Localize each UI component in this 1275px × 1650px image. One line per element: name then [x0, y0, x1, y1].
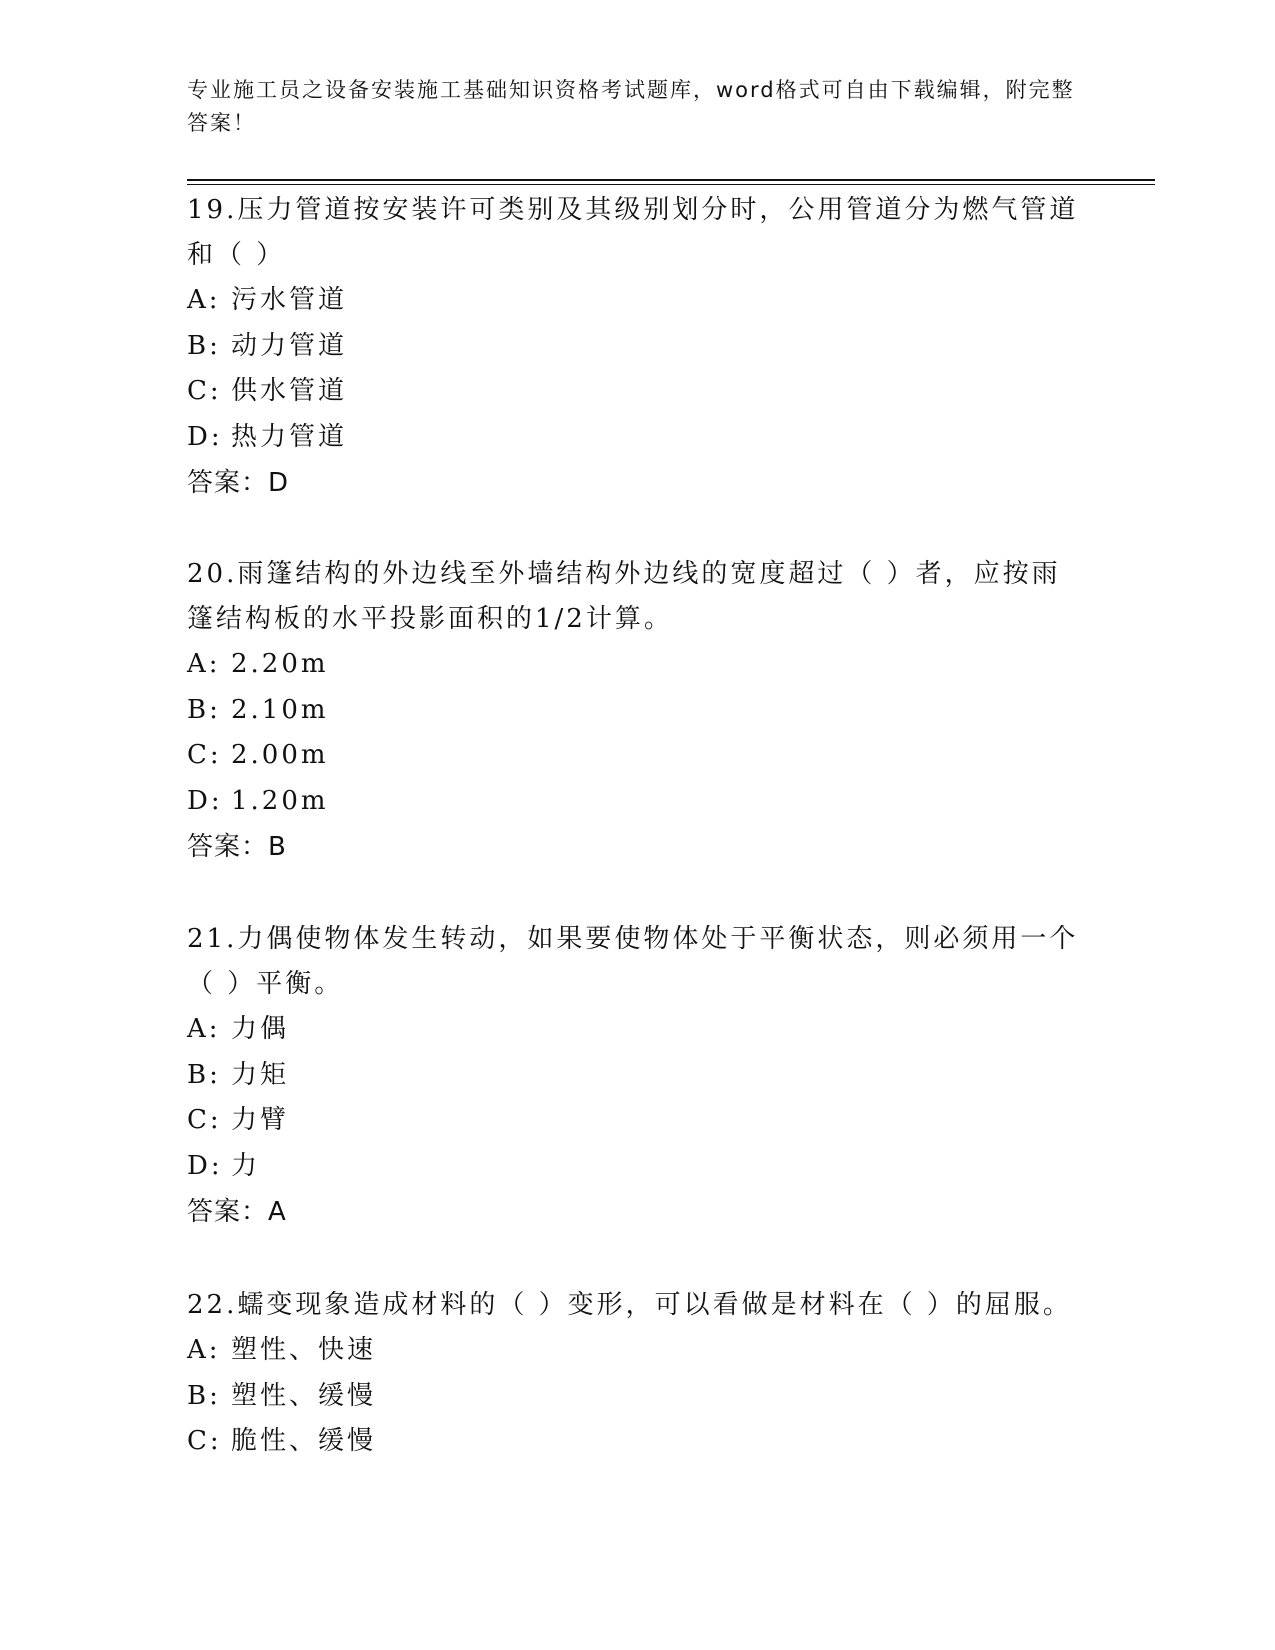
question-text: 21.力偶使物体发生转动，如果要使物体处于平衡状态，则必须用一个（ ）平衡。	[187, 924, 1079, 999]
option-label: B:	[187, 330, 221, 361]
option-d	[187, 779, 1087, 825]
option-b	[187, 688, 1087, 734]
option-text: 2.10m	[231, 694, 329, 725]
option-label: A:	[187, 1335, 221, 1365]
option-label: B:	[187, 1380, 221, 1411]
question-21	[187, 917, 1087, 1235]
question-22	[187, 1283, 1087, 1465]
option-d	[187, 1144, 1087, 1190]
header-divider-thin	[187, 184, 1155, 185]
option-label: A:	[187, 649, 221, 679]
option-b	[187, 1374, 1087, 1420]
question-text: 22.蠕变现象造成材料的（ ）变形，可以看做是材料在（ ）的屈服。	[187, 1290, 1072, 1320]
option-a	[187, 642, 1087, 688]
question-text: 19.压力管道按安装许可类别及其级别划分时，公用管道分为燃气管道和（ ）	[187, 195, 1079, 270]
question-text: 20.雨篷结构的外边线至外墙结构外边线的宽度超过（ ）者，应按雨篷结构板的水平投影面积的1/2计算。	[187, 559, 1061, 634]
option-text: 污水管道	[231, 285, 348, 315]
option-label: B:	[187, 1059, 221, 1090]
option-text: 力臂	[231, 1105, 290, 1135]
option-b	[187, 1053, 1087, 1099]
option-label: D:	[187, 421, 223, 452]
header-divider	[187, 179, 1155, 181]
option-text: 供水管道	[231, 376, 348, 406]
option-label: C:	[187, 740, 222, 770]
option-text: 塑性、快速	[231, 1335, 377, 1365]
option-text: 力	[231, 1150, 261, 1181]
option-label: C:	[187, 1105, 222, 1135]
question-20	[187, 552, 1087, 870]
option-c	[187, 1098, 1087, 1144]
option-text: 力矩	[231, 1059, 290, 1090]
option-label: D:	[187, 785, 223, 816]
option-text: 1.20m	[231, 785, 329, 816]
document-header: 专业施工员之设备安装施工基础知识资格考试题库，word格式可自由下载编辑，附完整答案！	[187, 78, 1075, 135]
option-c	[187, 369, 1087, 415]
option-a	[187, 1007, 1087, 1053]
option-label: C:	[187, 376, 222, 406]
option-b	[187, 324, 1087, 370]
option-label: A:	[187, 285, 221, 315]
option-text: 2.00m	[231, 740, 329, 770]
option-text: 力偶	[231, 1014, 290, 1044]
option-d	[187, 415, 1087, 461]
option-label: D:	[187, 1150, 223, 1181]
option-text: 2.20m	[231, 649, 329, 679]
option-c	[187, 1419, 1087, 1465]
option-label: A:	[187, 1014, 221, 1044]
option-text: 动力管道	[231, 330, 348, 361]
option-c	[187, 733, 1087, 779]
option-label: B:	[187, 694, 221, 725]
answer: 答案：A	[187, 1197, 287, 1227]
option-a	[187, 1328, 1087, 1374]
answer: 答案：D	[187, 468, 290, 498]
option-a	[187, 278, 1087, 324]
option-text: 塑性、缓慢	[231, 1380, 377, 1411]
option-label: C:	[187, 1426, 222, 1456]
answer: 答案：B	[187, 832, 287, 862]
option-text: 热力管道	[231, 421, 348, 452]
question-19	[187, 188, 1087, 506]
option-text: 脆性、缓慢	[231, 1426, 377, 1456]
